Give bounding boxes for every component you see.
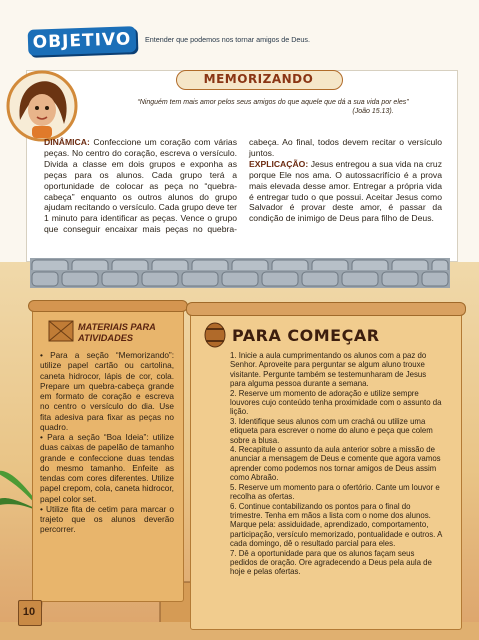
page-number: 10 [22, 606, 36, 618]
materials-item: • Utilize fita de cetim para marcar o trajeto que os alunos deverão percorrer. [40, 503, 174, 535]
materials-title: MATERIAIS PARA ATIVIDADES [78, 322, 156, 343]
materials-list [40, 350, 174, 535]
memorizando-title: MEMORIZANDO [203, 72, 314, 86]
verse-reference: (João 15.13). [352, 108, 394, 115]
objetivo-title: OBJETIVO [32, 29, 132, 53]
memory-verse [118, 98, 428, 116]
step-item: 3. Identifique seus alunos com um crachá ou utilize uma etiqueta para escrever o nome do aluno e peça que colem sobre a blusa. [230, 416, 433, 445]
dinamica-label: DINÂMICA: [44, 137, 90, 147]
step-item: 5. Reserve um momento para o ofertório. Cante um louvor e recolha as ofertas. [230, 482, 440, 502]
stone-wall-bottom [30, 270, 450, 288]
objetivo-description: Entender que podemos nos tornar amigos de Deus. [145, 35, 311, 44]
para-comecar-list [230, 351, 442, 577]
step-item: 7. Dê a oportunidade para que os alunos façam seus pedidos de oração. Ore agradecendo a Deus pela aula de hoje e pelas ofertas. [230, 548, 432, 577]
verse-text: “Ninguém tem mais amor pelos seus amigos do que aquele que dá a sua vida por eles” [137, 99, 409, 106]
materials-scroll-roll [28, 300, 188, 312]
materials-item: • Para a seção “Boa Ideia”: utilize duas caixas de papelão de tamanho grande e confeccione duas tendas do mesmo tamanho. Enfeite as tendas com cores diferentes. Utilize papel crepom, cola, caneta hidrocor, papel color set. [40, 432, 174, 504]
para-comecar-scroll-roll [186, 302, 466, 316]
explicacao-label: EXPLICAÇÃO: [249, 158, 309, 169]
step-item: 2. Reserve um momento de adoração e utilize sempre louvores cujo conteúdo tenha proximidade com o assunto da lição. [230, 388, 442, 417]
dinamica-explicacao-text [44, 137, 442, 235]
step-item: 1. Inicie a aula cumprimentando os alunos com a paz do Senhor. Aproveite para perguntar se algum aluno trouxe visitante. Pergunte também se testemunharam de Jesus para alguma pessoa durante a semana. [230, 351, 427, 389]
para-comecar-title: PARA COMEÇAR [232, 326, 380, 345]
step-item: 6. Continue contabilizando os pontos para o final do trimestre. Tenha em mãos a lista com o nome dos alunos. Marque pela: assiduidade, aprendizado, comportamento, participação, versículo memorizado, pontualidade e outros. A cada domingo, dê o resultado parcial para eles. [230, 501, 442, 549]
girl-avatar-illustration [6, 70, 78, 142]
explicacao-text: Jesus entregou a sua vida na cruz porque Ele nos ama. O autossacrifício é a prova mais elevada desse amor. Entregar a própria vida é entregar tudo o que possui. Aceitar Jesus como Salvador é provar deste amor, é passar da condição de inimigo de Deus para filho de Deus. [249, 158, 442, 224]
crate-icon [48, 318, 74, 344]
barrel-icon [204, 322, 226, 348]
step-item: 4. Recapitule o assunto da aula anterior sobre a missão de anunciar a mensagem de Deus e comente que agora vamos aprender como podemos nos tornar amigos de Deus assim como Abraão. [230, 445, 441, 483]
dinamica-text: Confeccione um coração com várias peças. No centro do coração, escreva o versículo. Divida a classe em dois grupos e exponha as peças para os alunos. Cada grupo terá a oportunidade de colocar as peça no “quebra-cabeça” enquanto os outros alunos do grupo ajudam recitando o versículo. Cada grupo deve ter 1 minuto para identificar as peças. Vence o grupo que conseguir encaixar mais peças no quebra-cabeça. Ao final, todos devem recitar o versículo juntos. [44, 137, 442, 235]
materials-item: • Para a seção “Memorizando”: utilize papel cartão ou cartolina, caneta hidrocor, lápis de cor, cola. Prepare um quebra-cabeça grande em formato de coração e escreva no centro o versículo do dia. Use fita adesiva para fixar as peças no quadro. [40, 350, 174, 432]
